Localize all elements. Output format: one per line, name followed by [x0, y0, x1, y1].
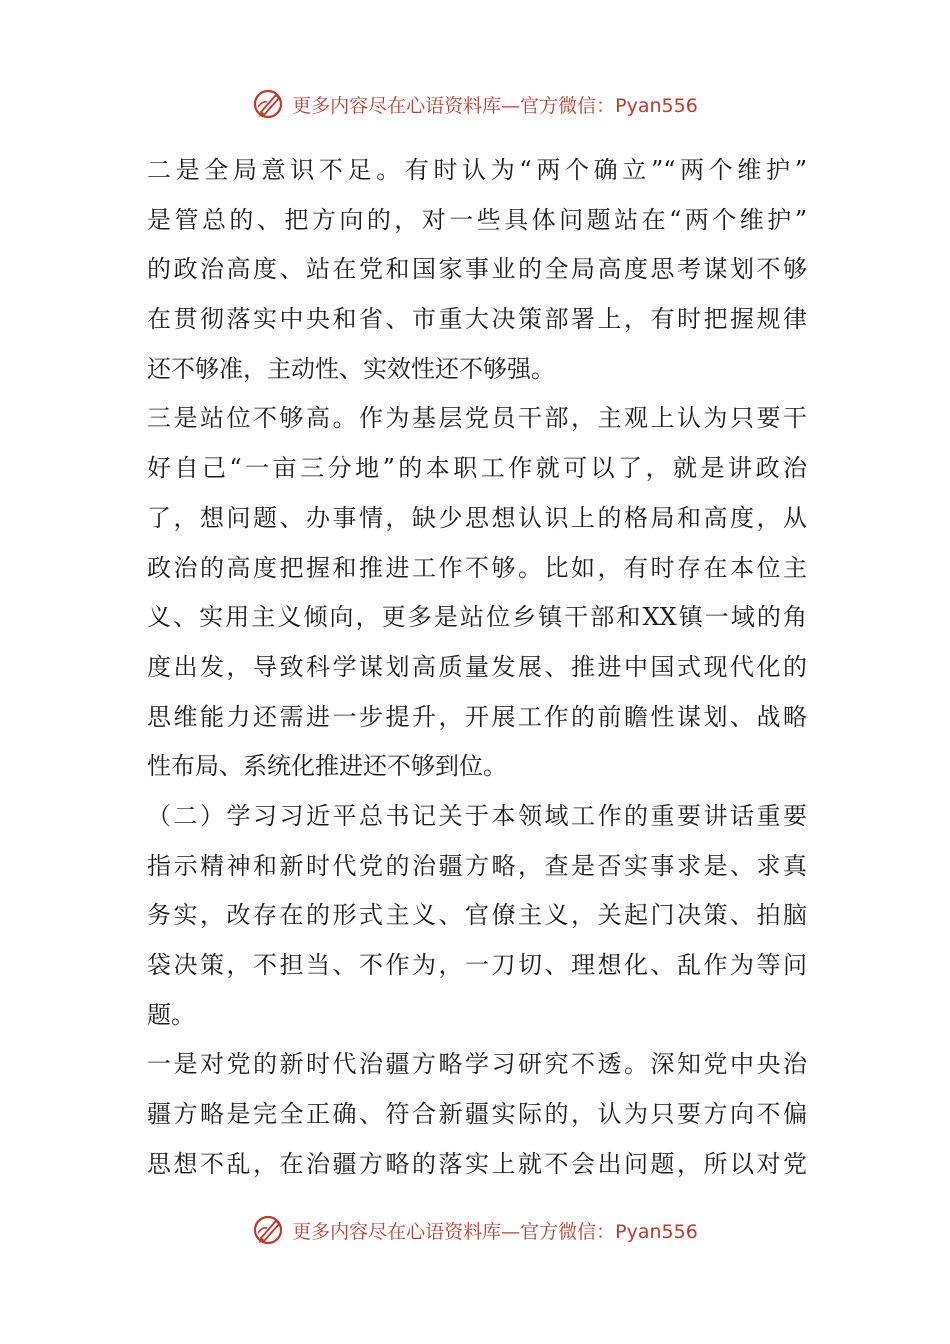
text-line: 务实，改存在的形式主义、官僚主义，关起门决策、拍脑 [147, 901, 807, 930]
text-line: 是管总的、把方向的，对一些具体问题站在“两个维护” [147, 205, 807, 234]
watermark-wechat-id: Pyan556 [615, 94, 698, 117]
text-line: 三是站位不够高。作为基层党员干部，主观上认为只要干 [147, 404, 807, 433]
watermark-footer [0, 1210, 950, 1250]
text-line: 在贯彻落实中央和省、市重大决策部署上，有时把握规律 [147, 305, 807, 334]
text-line: 政治的高度把握和推进工作不够。比如，有时存在本位主 [147, 553, 807, 582]
pen-logo-icon [252, 1213, 286, 1247]
watermark-wechat-id: Pyan556 [615, 1220, 698, 1243]
text-line: 二是全局意识不足。有时认为“两个确立”“两个维护” [147, 156, 807, 184]
text-line: 袋决策，不担当、不作为，一刀切、理想化、乱作为等问 [147, 951, 807, 979]
text-line: 思维能力还需进一步提升，开展工作的前瞻性谋划、战略 [147, 702, 807, 731]
document-body [147, 146, 807, 1189]
text-line: 度出发，导致科学谋划高质量发展、推进中国式现代化的 [147, 652, 807, 681]
text-line: （二）学习习近平总书记关于本领域工作的重要讲话重要 [147, 801, 807, 830]
text-line: 一是对党的新时代治疆方略学习研究不透。深知党中央治 [147, 1050, 807, 1079]
text-line: 还不够准，主动性、实效性还不够强。 [147, 354, 555, 383]
text-line: 指示精神和新时代党的治疆方略，查是否实事求是、求真 [147, 851, 807, 880]
text-line: 性布局、系统化推进还不够到位。 [147, 752, 507, 781]
text-line: 思想不乱，在治疆方略的落实上就不会出问题，所以对党 [147, 1149, 807, 1178]
text-line: 好自己“一亩三分地”的本职工作就可以了，就是讲政治 [147, 454, 807, 483]
text-line: 了，想问题、办事情，缺少思想认识上的格局和高度，从 [147, 503, 807, 532]
text-line: 题。 [147, 1000, 195, 1029]
text-line: 疆方略是完全正确、符合新疆实际的，认为只要方向不偏 [147, 1100, 807, 1129]
text-line: 义、实用主义倾向，更多是站位乡镇干部和XX镇一域的角 [147, 603, 807, 632]
watermark-text: 更多内容尽在心语资料库—官方微信： [292, 1220, 616, 1243]
text-line: 的政治高度、站在党和国家事业的全局高度思考谋划不够 [147, 255, 807, 284]
pen-logo-icon [252, 87, 286, 121]
watermark-header [0, 84, 950, 124]
watermark-text: 更多内容尽在心语资料库—官方微信： [292, 94, 616, 117]
